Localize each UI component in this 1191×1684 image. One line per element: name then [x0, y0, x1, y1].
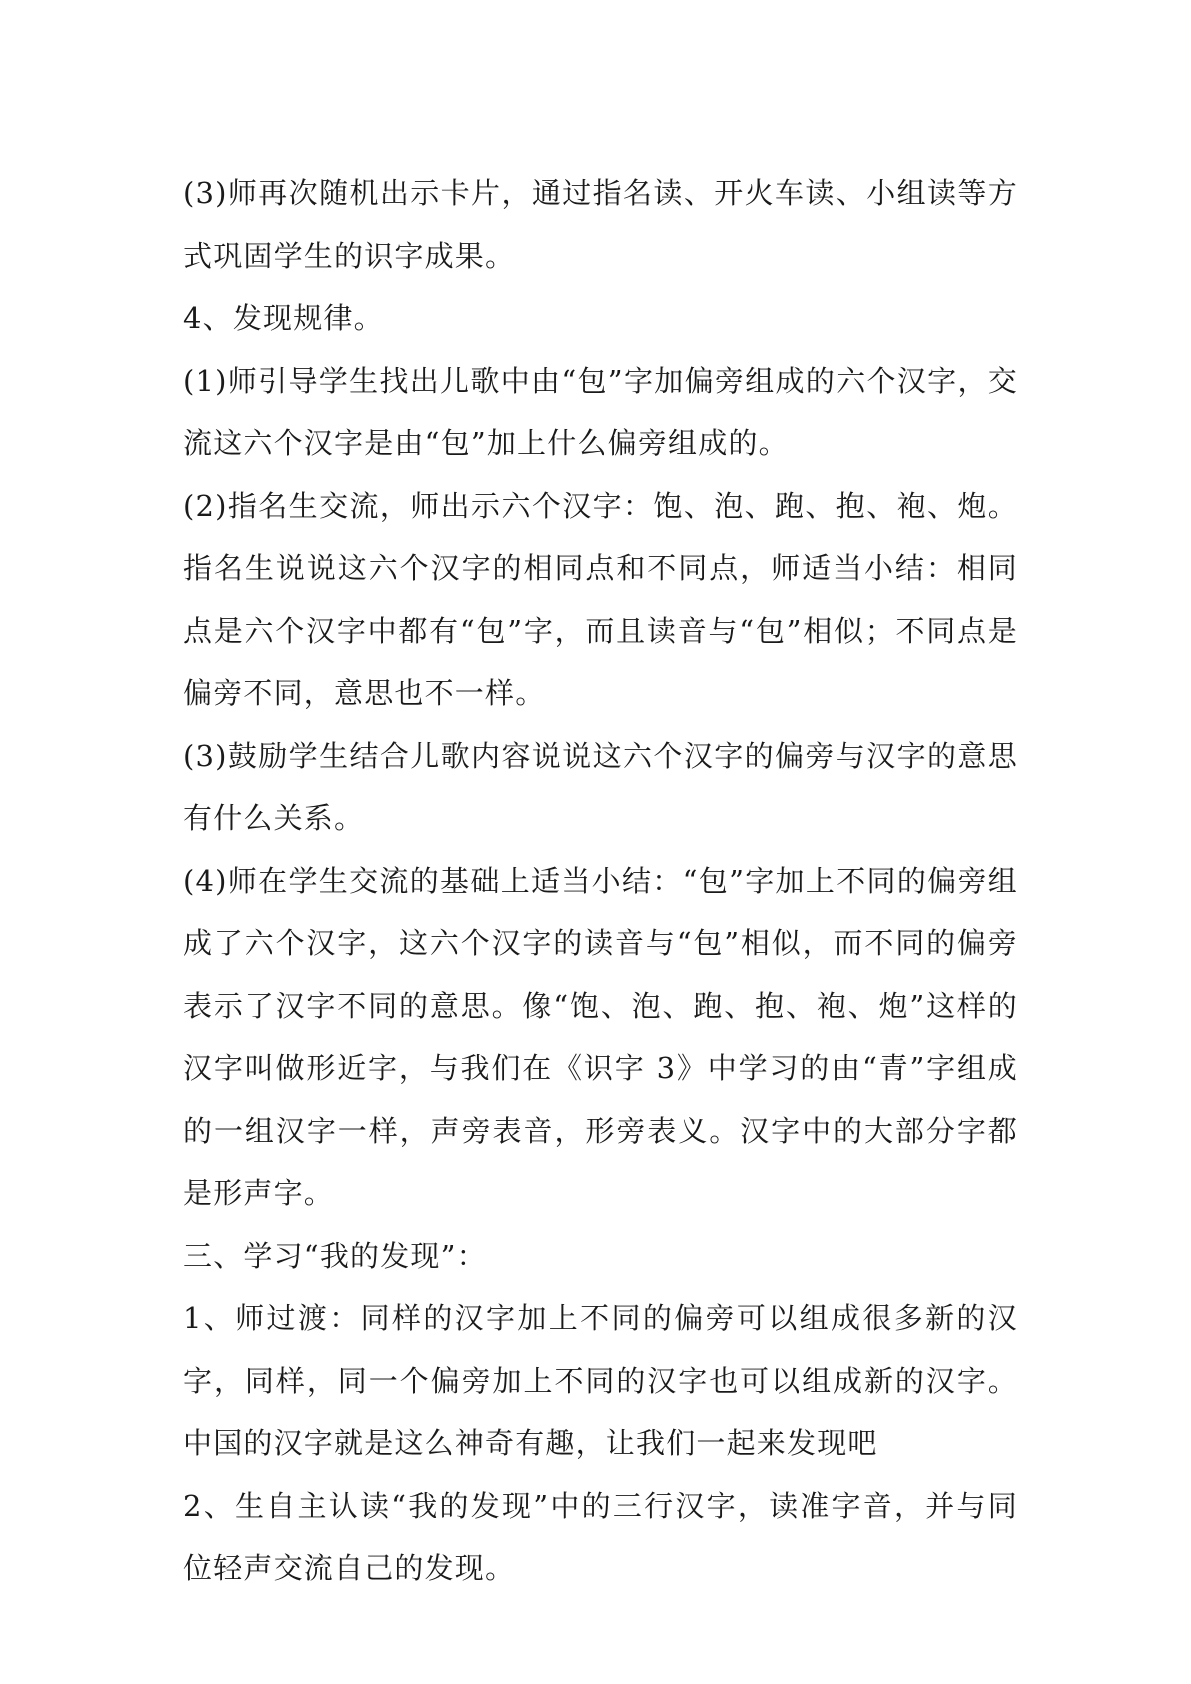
paragraph-item-1-transition: 1、师过渡：同样的汉字加上不同的偏旁可以组成很多新的汉字，同样，同一个偏旁加上不同的汉字也可以组成新的汉字。中国的汉字就是这么神奇有趣，让我们一起来发现吧 — [183, 1301, 1018, 1460]
paragraph-heading-find-rules: 4、发现规律。 — [183, 301, 384, 335]
paragraph-step-3-radicals: (3)鼓励学生结合儿歌内容说说这六个汉字的偏旁与汉字的意思有什么关系。 — [183, 738, 1018, 835]
paragraph-item-2-self-reading: 2、生自主认读“我的发现”中的三行汉字，读准字音，并与同位轻声交流自己的发现。 — [183, 1488, 1018, 1585]
paragraph-section-three-heading: 三、学习“我的发现”： — [183, 1238, 487, 1273]
document-body — [183, 162, 1018, 1600]
paragraph-step-4-summary: (4)师在学生交流的基础上适当小结：“包”字加上不同的偏旁组成了六个汉字，这六个汉字的读音与“包”相似，而不同的偏旁表示了汉字不同的意思。像“饱、泡、跑、抱、袍、炮”这样的汉字叫做形近字，与我们在《识字 3》中学习的由“青”字组成的一组汉字一样，声旁表音，形旁表义。汉字中的大部分字都是形声字。 — [183, 863, 1018, 1210]
paragraph-step-2-discuss: (2)指名生交流，师出示六个汉字：饱、泡、跑、抱、袍、炮。指名生说说这六个汉字的相同点和不同点，师适当小结：相同点是六个汉字中都有“包”字，而且读音与“包”相似；不同点是偏旁不同，意思也不一样。 — [183, 488, 1018, 710]
paragraph-step-1-find-characters: (1)师引导学生找出儿歌中由“包”字加偏旁组成的六个汉字，交流这六个汉字是由“包”加上什么偏旁组成的。 — [183, 363, 1018, 460]
paragraph-step-3-cards: (3)师再次随机出示卡片，通过指名读、开火车读、小组读等方式巩固学生的识字成果。 — [183, 176, 1018, 273]
